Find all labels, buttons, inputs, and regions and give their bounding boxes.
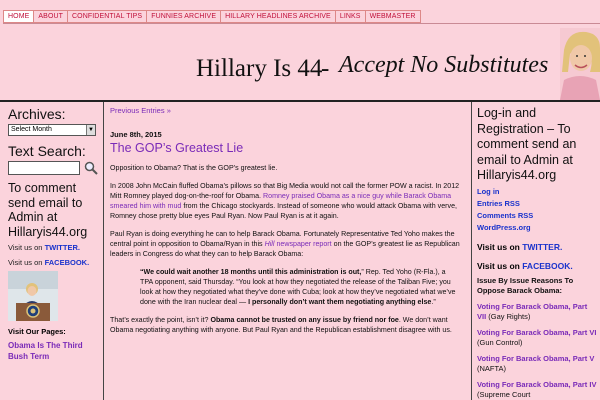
login-heading: Log-in and Registration – To comment send an email to Admin at Hillaryis44.org — [477, 106, 577, 182]
right-facebook-link[interactable]: FACEBOOK. — [522, 260, 573, 271]
nav-headlines-archive[interactable]: HILLARY HEADLINES ARCHIVE — [221, 10, 336, 23]
meta-links — [477, 186, 597, 234]
p4-text-a: That’s exactly the point, isn’t it? — [110, 316, 209, 324]
right-twitter-link[interactable]: TWITTER. — [522, 241, 563, 252]
nav-funnies-archive[interactable]: FUNNIES ARCHIVE — [147, 10, 221, 23]
issue-note: (Supreme Court — [477, 389, 531, 399]
p2-text-a: In 2008 John McCain fluffed Obama’s pillows so that Big Media would not call the former POW a racist. In 2012 Mitt Romney played dog-on-the-roof for Obama. — [110, 182, 460, 200]
romney-praised-link[interactable]: Romney praised Obama as a nice guy while Barack Obama smeared him with mud — [110, 192, 452, 210]
text-search-heading: Text Search: — [8, 143, 86, 159]
visit-pages-heading: Visit Our Pages: — [8, 327, 66, 336]
p2-text-b: from the Chicago stockyards. Instead of someone who would attack Obama with verve, Romney chose pretty blue eyes Paul Ryan. Now Paul Ryan is at it again. — [110, 202, 457, 220]
left-column-divider — [103, 102, 104, 400]
nav-about[interactable]: ABOUT — [34, 10, 68, 23]
search-input[interactable] — [8, 161, 80, 175]
right-facebook-line — [477, 261, 597, 272]
tagline-dash: - — [321, 55, 330, 82]
meta-comments-rss-link[interactable]: Comments RSS — [477, 210, 534, 220]
facebook-prefix: Visit us on — [8, 258, 43, 267]
right-sidebar — [477, 106, 597, 400]
quote-text: ” Rep. Ted Yoho (R-Fla.), a TPA opponent, said Thursday. “You look at how they negotiated the release of the Taliban Five; you look at how they negotiated what they’ve done with Cuba; look at how they’ve negotiated what we’ve done with the Iran nuclear deal — — [140, 268, 456, 306]
third-bush-term-link[interactable]: Obama Is The Third Bush Term — [8, 341, 83, 361]
issue-note: (NAFTA) — [477, 363, 507, 373]
issue-item — [477, 328, 597, 348]
site-tagline: Accept No Substitutes — [339, 52, 549, 78]
comment-instructions: To comment send email to Admin at Hillaryis44.org — [8, 181, 88, 239]
facebook-line — [8, 257, 98, 268]
post-title[interactable]: The GOP’s Greatest Lie — [110, 141, 244, 155]
right-twitter-prefix: Visit us on — [477, 241, 520, 252]
issue-reasons-heading: Issue By Issue Reasons To Oppose Barack Obama: — [477, 275, 574, 295]
issue-link-part-iv[interactable]: Voting For Barack Obama, Part IV — [477, 379, 597, 389]
meta-wordpress-link[interactable]: WordPress.org — [477, 222, 531, 232]
archives-select-value: Select Month — [11, 126, 52, 133]
issue-item — [477, 302, 597, 322]
post-date: June 8th, 2015 — [110, 130, 162, 139]
p3-text-b: on the GOP’s greatest lie as Republican leaders in Congress do what they can to help Barack Obama: — [110, 240, 460, 258]
meta-login-link[interactable]: Log in — [477, 186, 500, 196]
p4-bold: Obama cannot be trusted on any issue by friend nor foe — [210, 316, 399, 324]
nav-home[interactable]: HOME — [3, 10, 34, 23]
twitter-link[interactable]: TWITTER. — [44, 243, 80, 252]
issue-link-part-vii[interactable]: Voting For Barack Obama, Part VII — [477, 301, 588, 321]
newspaper-report-link[interactable]: newspaper report — [276, 240, 332, 248]
p3-text-a: Paul Ryan is doing everything he can to help Barack Obama. Fortunately Representative Ted Yoho makes the central point in opposition to Obama/Ryan in this — [110, 230, 455, 248]
paragraph-2 — [110, 181, 464, 221]
quote-bold-2: I personally don’t want them negotiating anything else — [248, 298, 432, 306]
nav-confidential-tips[interactable]: CONFIDENTIAL TIPS — [68, 10, 147, 23]
top-nav — [3, 10, 421, 23]
right-column-divider — [471, 102, 472, 400]
issue-note: (Gay Rights) — [488, 311, 531, 321]
hill-link[interactable]: Hill — [264, 240, 275, 248]
right-twitter-line — [477, 242, 597, 253]
facebook-link[interactable]: FACEBOOK. — [44, 258, 90, 267]
search-icon[interactable] — [84, 161, 98, 175]
main-content — [110, 106, 464, 335]
meta-entries-rss-link[interactable]: Entries RSS — [477, 198, 520, 208]
left-sidebar — [8, 106, 98, 362]
right-facebook-prefix: Visit us on — [477, 260, 520, 271]
issue-link-part-v[interactable]: Voting For Barack Obama, Part V — [477, 353, 595, 363]
issue-note: (Gun Control) — [477, 337, 523, 347]
nav-links[interactable]: LINKS — [336, 10, 366, 23]
p4-text-c: . We don’t want Obama negotiating anything with anyone. But Paul Ryan and the Republican establishment disagree with us. — [110, 316, 452, 334]
chevron-down-icon[interactable]: ▼ — [86, 125, 95, 135]
paragraph-1: Opposition to Obama? That is the GOP’s greatest lie. — [110, 164, 278, 172]
archives-select[interactable] — [8, 124, 96, 136]
paragraph-3 — [110, 229, 464, 259]
twitter-prefix: Visit us on — [8, 243, 43, 252]
previous-entries-link[interactable]: Previous Entries » — [110, 106, 171, 115]
podium-photo — [8, 271, 58, 321]
issue-item — [477, 354, 597, 374]
site-title[interactable]: Hillary Is 44 — [196, 55, 323, 82]
issue-item — [477, 380, 597, 400]
nav-webmaster[interactable]: WEBMASTER — [366, 10, 421, 23]
header-portrait-image — [560, 28, 600, 100]
quote-end: .” — [431, 298, 436, 306]
blockquote — [140, 267, 458, 307]
header-bottom-border — [0, 100, 600, 102]
quote-bold-1: “We could wait another 18 months until this administration is out, — [140, 268, 362, 276]
archives-heading: Archives: — [8, 106, 66, 122]
paragraph-4 — [110, 315, 464, 335]
twitter-line — [8, 242, 98, 253]
issue-link-part-vi[interactable]: Voting For Barack Obama, Part VI — [477, 327, 597, 337]
